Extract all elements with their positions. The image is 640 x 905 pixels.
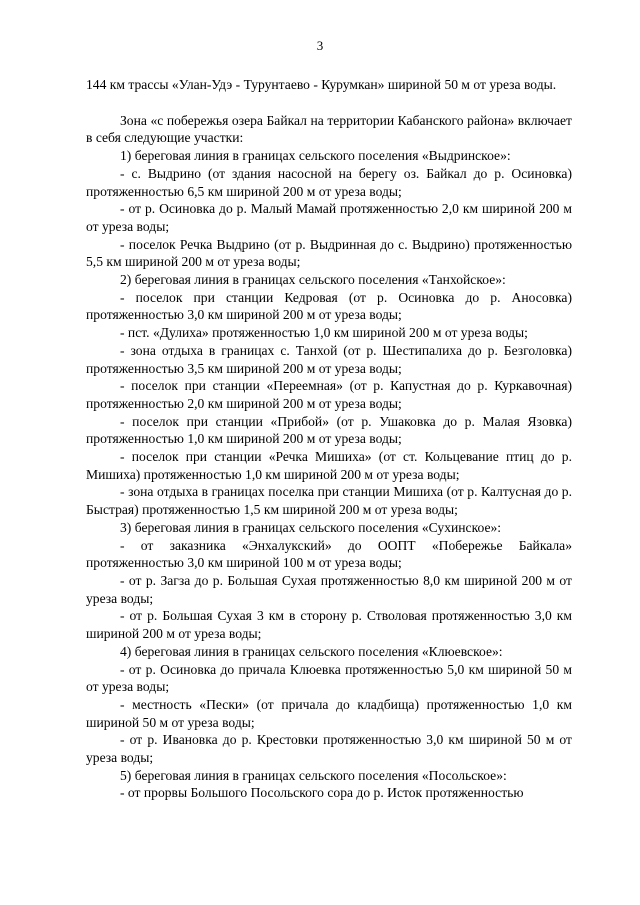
document-body	[86, 76, 572, 802]
paragraph: 4) береговая линия в границах сельского поселения «Клюевское»:	[120, 643, 503, 659]
paragraph: - поселок при станции «Переемная» (от р. Капустная до р. Куркавочная) протяженностью 2,0 км шириной 200 м от уреза воды;	[86, 378, 572, 411]
paragraph: - зона отдыха в границах поселка при станции Мишиха (от р. Калтусная до р. Быстрая) протяженностью 1,5 км шириной 200 м от уреза воды;	[86, 484, 572, 518]
paragraph: - от р. Осиновка до причала Клюевка протяженностью 5,0 км шириной 50 м от уреза воды;	[86, 661, 572, 695]
paragraph: - от р. Загза до р. Большая Сухая протяженностью 8,0 км шириной 200 м от уреза воды;	[86, 572, 572, 606]
paragraph: - от р. Ивановка до р. Крестовки протяженностью 3,0 км шириной 50 м от уреза воды;	[86, 732, 572, 766]
paragraph: - местность «Пески» (от причала до кладбища) протяженностью 1,0 км шириной 50 м от уреза воды;	[86, 696, 572, 730]
paragraph: 5) береговая линия в границах сельского поселения «Посольское»:	[120, 767, 507, 783]
paragraph: 144 км трассы «Улан-Удэ - Турунтаево - Курумкан» шириной 50 м от уреза воды.	[86, 77, 557, 92]
paragraph: - поселок Речка Выдрино (от р. Выдринная до с. Выдрино) протяженностью 5,5 км шириной 200 м от уреза воды;	[86, 236, 572, 270]
paragraph: Зона «с побережья озера Байкал на территории Кабанского района» включает в себя следующие участки:	[86, 112, 572, 146]
paragraph: - зона отдыха в границах с. Танхой (от р. Шестипалиха до р. Безголовка) протяженностью 3,5 км шириной 200 м от уреза воды;	[86, 342, 572, 376]
paragraph: - пст. «Дулиха» протяженностью 1,0 км шириной 200 м от уреза воды;	[120, 325, 528, 341]
paragraph: - с. Выдрино (от здания насосной на берегу оз. Байкал до р. Осиновка) протяженностью 6,5 км шириной 200 м от уреза воды;	[86, 165, 572, 199]
paragraph-gap	[86, 94, 572, 112]
paragraph: - поселок при станции «Речка Мишиха» (от ст. Кольцевание птиц до р. Мишиха) протяженностью 1,0 км шириной 200 м от уреза воды;	[86, 449, 572, 482]
paragraph: 3) береговая линия в границах сельского поселения «Сухинское»:	[120, 519, 502, 535]
paragraph: - поселок при станции «Прибой» (от р. Ушаковка до р. Малая Язовка) протяженностью 1,0 км шириной 200 м от уреза воды;	[86, 413, 572, 447]
paragraph: - от прорвы Большого Посольского сора до р. Исток протяженностью	[120, 785, 524, 801]
paragraph: - от заказника «Энхалукский» до ООПТ «Побережье Байкала» протяженностью 3,0 км шириной 100 м от уреза воды;	[86, 537, 572, 571]
paragraph: 1) береговая линия в границах сельского поселения «Выдринское»:	[120, 148, 511, 164]
paragraph: - от р. Большая Сухая 3 км в сторону р. Стволовая протяженностью 3,0 км шириной 200 м от уреза воды;	[86, 608, 572, 642]
paragraph: - от р. Осиновка до р. Малый Мамай протяженностью 2,0 км шириной 200 м от уреза воды;	[86, 201, 572, 234]
page-number: 3	[316, 38, 324, 53]
paragraph: - поселок при станции Кедровая (от р. Осиновка до р. Аносовка) протяженностью 3,0 км шириной 200 м от уреза воды;	[86, 289, 572, 323]
paragraph: 2) береговая линия в границах сельского поселения «Танхойское»:	[120, 272, 506, 288]
